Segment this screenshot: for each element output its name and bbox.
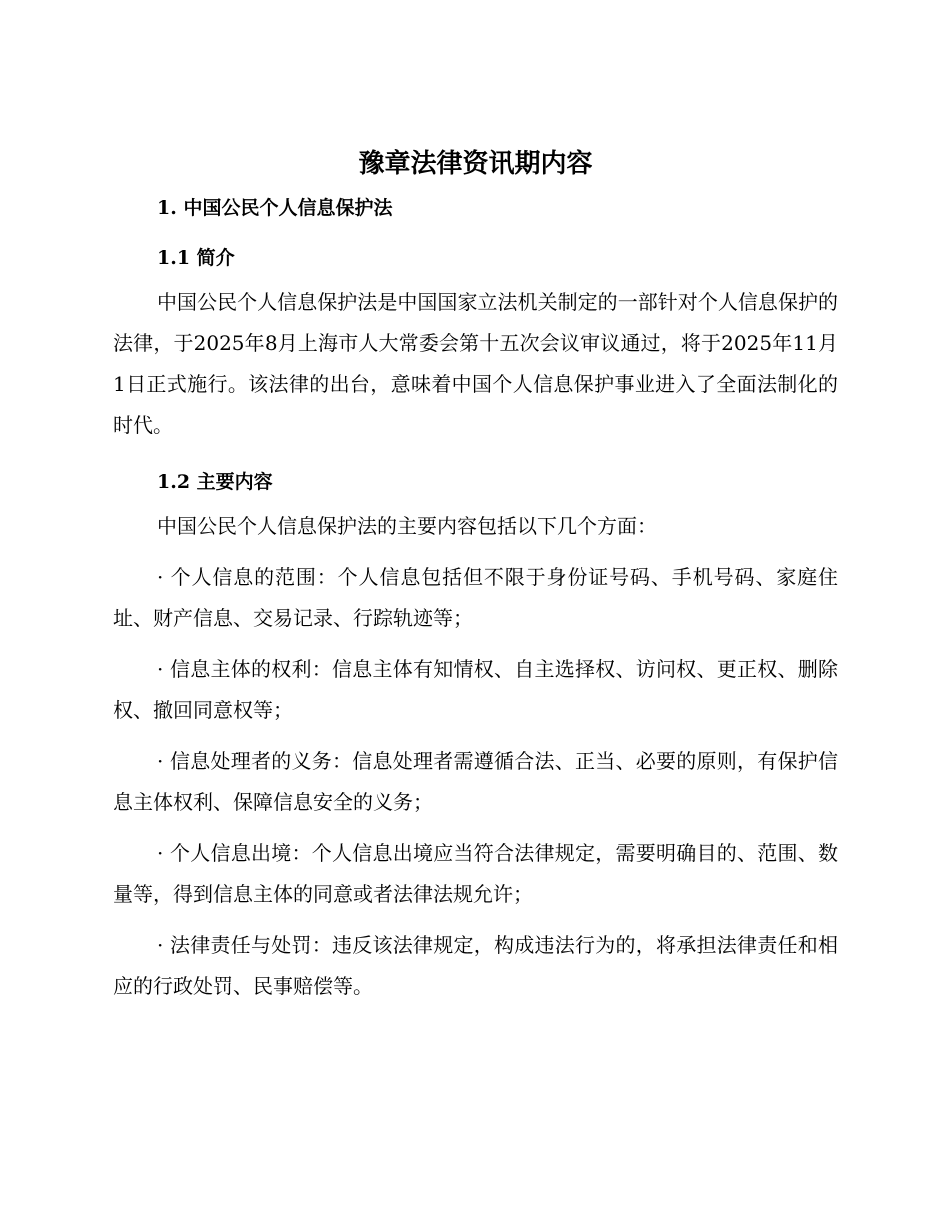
subsection-heading-intro: 1.1 简介: [157, 247, 235, 269]
section-heading: 1. 中国公民个人信息保护法: [157, 197, 393, 219]
list-item: · 个人信息的范围：个人信息包括但不限于身份证号码、手机号码、家庭住址、财产信息、交易记录、行踪轨迹等；: [113, 565, 838, 630]
document-page: [113, 140, 838, 1007]
list-item: · 信息处理者的义务：信息处理者需遵循合法、正当、必要的原则，有保护信息主体权利、保障信息安全的义务；: [113, 749, 838, 814]
list-item: · 个人信息出境：个人信息出境应当符合法律规定，需要明确目的、范围、数量等，得到信息主体的同意或者法律法规允许；: [113, 841, 838, 906]
document-title: 豫章法律资讯期内容: [358, 149, 593, 179]
list-item: · 法律责任与处罚：违反该法律规定，构成违法行为的，将承担法律责任和相应的行政处罚、民事赔偿等。: [113, 933, 838, 998]
main-content-intro: 中国公民个人信息保护法的主要内容包括以下几个方面：: [157, 514, 657, 538]
subsection-heading-main-content: 1.2 主要内容: [157, 471, 273, 493]
list-item: · 信息主体的权利：信息主体有知情权、自主选择权、访问权、更正权、删除权、撤回同意权等；: [113, 657, 838, 722]
intro-paragraph: 中国公民个人信息保护法是中国国家立法机关制定的一部针对个人信息保护的法律，于2025年8月上海市人大常委会第十五次会议审议通过，将于2025年11月1日正式施行。该法律的出台，意味着中国个人信息保护事业进入了全面法制化的时代。: [113, 290, 838, 437]
